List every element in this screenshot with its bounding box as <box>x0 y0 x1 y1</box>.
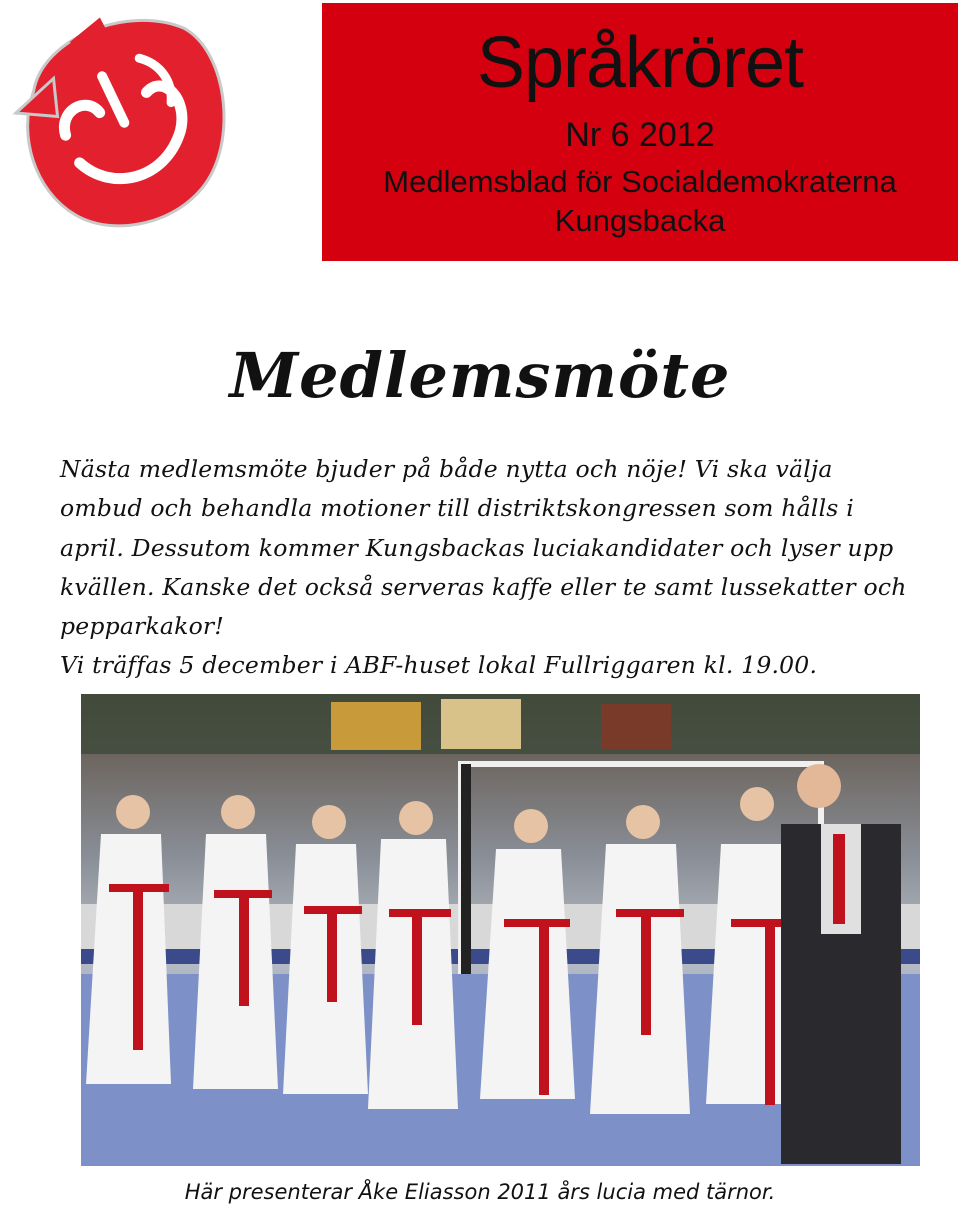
photo-caption: Här presenterar Åke Eliasson 2011 års lucia med tärnor. <box>184 1180 776 1204</box>
masthead <box>322 3 958 261</box>
issue-number: Nr 6 2012 <box>565 116 715 154</box>
article-body <box>60 450 910 686</box>
masthead-title: Språkröret <box>476 23 804 103</box>
article-paragraph: Nästa medlemsmöte bjuder på både nytta och nöje! Vi ska välja ombud och behandla motioner till distriktskongressen som hålls i april. Dessutom kommer Kungsbackas luciakandidater och lyser upp kvällen. Kanske det också serveras kaffe eller te samt lussekatter och pepparkakor! <box>60 455 907 641</box>
lucia-photo <box>81 694 920 1166</box>
masthead-subtitle-location: Kungsbacka <box>554 203 726 238</box>
article-headline: Medlemsmöte <box>229 339 731 412</box>
lucia-photo-illustration <box>81 694 920 1166</box>
masthead-subtitle: Medlemsblad för Socialdemokraterna <box>383 164 897 199</box>
meeting-details: Vi träffas 5 december i ABF-huset lokal Fullriggaren kl. 19.00. <box>60 651 818 680</box>
red-rose-icon <box>2 4 234 240</box>
